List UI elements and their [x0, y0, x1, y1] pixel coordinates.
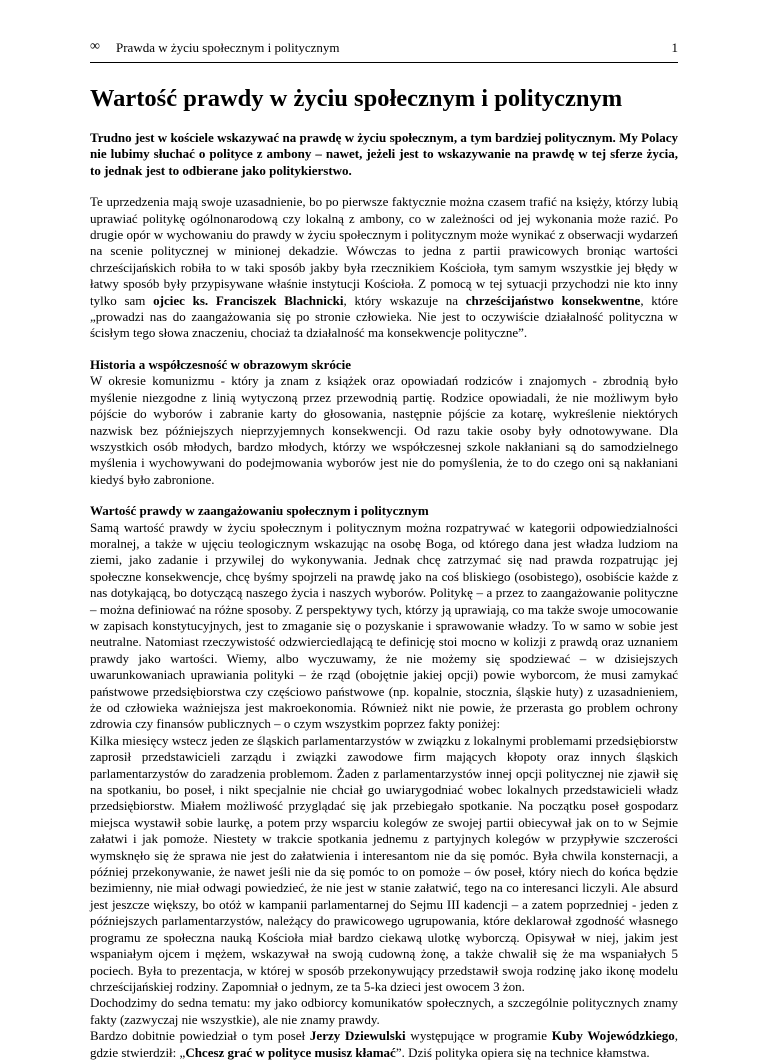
- core-topic-paragraph: Dochodzimy do sedna tematu: my jako odbiorcy komunikatów społecznych, a szczególnie politycznych znamy fakty (zazwyczaj nie wszystkie), ale nie znamy prawdy.: [90, 995, 678, 1027]
- infinity-icon: ∞: [90, 39, 100, 54]
- intro-text-1: Te uprzedzenia mają swoje uzasadnienie, bo po pierwsze faktycznie można czasem trafić na księży, którzy lubią uprawiać politykę ogólnonarodową czy lokalną z ambony, co w zależności od jej wykonania może razić. Po drugie opór w wychowaniu do prawdy w życiu społecznym i politycznym może wynikać z obserwacji wydarzeń na scenie politycznej w minionej dekadzie. Wówczas to jedna z partii prawicowych broniąc wartości chrześcijańskich robiła to w taki sposób jakby była rzecznikiem Kościoła, tym samym wszystkie jej błędy w łatwy sposób były przypisywane właśnie instytucji Kościoła. Z pomocą w tej sytuacji przychodzi nie kto inny tylko sam: [90, 194, 678, 308]
- quote-text-2: występujące w programie: [405, 1028, 552, 1044]
- history-paragraph: W okresie komunizmu - który ja znam z książek oraz opowiadań rodziców i znajomych - zbrodnią było myślenie niezgodne z linią wytyczoną przez przewodnią partię. Rodzice opowiadali, że nie możliwym było pójście do wyborów i zabranie karty do głosowania, następnie pójście za kotarę, wykreślenie niektórych nazwisk bez późniejszych nieprzyjemnych konsekwencji. Od razu takie osoby były odnotowywane. Dla wszystkich osób młodych, bardzo młodych, którzy we współczesnej szkole nakłaniani są do samodzielnego myślenia i wychowywani do podejmowania wyborów jest nie do pomyślenia, że to do czego oni są nakłaniani kiedyś było zabronione.: [90, 373, 678, 487]
- dziewulski-paragraph: [90, 1028, 678, 1061]
- quote-text-3: , gdzie stwierdził: „: [90, 1028, 679, 1060]
- quote-text-1: Bardzo dobitnie powiedział o tym poseł: [90, 1028, 310, 1044]
- politics-quote: Chcesz grać w polityce musisz kłamać: [185, 1044, 396, 1060]
- page-header: [90, 38, 678, 63]
- blachnicki-name: ojciec ks. Franciszek Blachnicki: [153, 292, 344, 308]
- quote-text-4: ”. Dziś polityka opiera się na technice kłamstwa.: [395, 1044, 650, 1060]
- lead-paragraph: Trudno jest w kościele wskazywać na prawdę w życiu społecznym, a tym bardziej politycznym. My Polacy nie lubimy słuchać o polityce z ambony – nawet, jeżeli jest to wskazywanie na prawdę w tej sferze życia, to jednak jest to odbierane jako politykierstwo.: [90, 130, 678, 178]
- section-heading-history: Historia a współczesność w obrazowym skrócie: [90, 356, 352, 372]
- section-heading-truth-value: Wartość prawdy w zaangażowaniu społecznym i politycznym: [90, 503, 429, 519]
- page-number: 1: [671, 40, 678, 55]
- document-title: Wartość prawdy w życiu społecznym i politycznym: [90, 85, 623, 112]
- consistent-christianity-term: chrześcijaństwo konsekwentne: [465, 292, 641, 308]
- parliamentarian-story-paragraph: Kilka miesięcy wstecz jeden ze śląskich parlamentarzystów w związku z lokalnymi problemami przedsiębiorstw zaprosił przedstawicieli zarządu i związki zawodowe firm mających kłopoty oraz innych śląskich parlamentarzystów do zaradzenia problemom. Żaden z parlamentarzystów innej opcji politycznej nie zjawił się na spotkaniu, bo poseł, i nikt specjalnie nie chciał go uwiarygodniać wobec lokalnych przedstawicieli władz przedsiębiorstw. Miałem możliwość przyglądać się jak przebiegało spotkanie. Na początku poseł gospodarz miejsca wystawił sobie laurkę, a potem przy wsparciu kolegów ze swojej partii obiecywał jak on to w Sejmie załatwi i jak pomoże. Niestety w trakcie spotkania jednemu z partyjnych kolegów w przypływie szczerości wymsknęło się że sprawa nie jest do załatwienia i interesantom nie da się pomóc. Była chwila konsternacji, a później przekonywanie, że nawet jeśli nie da się pomóc to on pomoże – ów poseł, który niech do końca będzie bezimienny, nie miał odwagi powiedzieć, że nie jest w stanie załatwić, tego na co interesanci liczyli. Ale absurd jest jeszcze większy, bo otóż w kampanii parlamentarnej do Sejmu III kadencji – a zatem poprzedniej - jeden z późniejszych parlamentarzystów, należący do prawicowego ugrupowania, które deklarował zgodność własnego programu ze społeczna nauką Kościoła miał bardzo ciekawą ulotkę wyborczą. Opisywał w niej, jakim jest wspaniałym ojcem i mężem, wskazywał na swoją cudowną żonę, a także chwalił się że ma wspaniałych 5 pociech. Była to prezentacja, w której w sposób przekonywujący przedstawił swoja rodzinę jako ikonę modelu chrześcijańskiej rodziny. Zapomniał o jednym, ze ta 5-ka dzieci jest owocem 3 żon.: [90, 732, 678, 994]
- document-body: [90, 84, 678, 1061]
- wojewodzki-name: Kuby Wojewódzkiego: [551, 1028, 675, 1044]
- dziewulski-name: Jerzy Dziewulski: [309, 1028, 406, 1044]
- intro-text-3: , które „prowadzi nas do zaangażowania się po stronie człowieka. Nie jest to oczywiście działalność polityczna w ścisłym tego słowa znaczeniu, chociaż ta działalność ma konsekwencje polityczne”.: [90, 292, 679, 341]
- truth-value-paragraph: Samą wartość prawdy w życiu społecznym i politycznym można rozpatrywać w kategorii odpowiedzialności moralnej, a także w ujęciu teologicznym wskazując na osobę Boga, od którego dana jest władza ludziom na ziemi, jako zadanie i przywilej do wykonywania. Jednak chcę zatrzymać się nad prawda rozpatrując jej społeczne konsekwencje, chcę byśmy spojrzeli na prawdę jako na coś bliskiego (osobistego), osobiście każde z nas dotykającą, bo dotyczącą naszego życia i naszych wyborów. Politykę – a przez to zaangażowanie polityczne – można definiować na różne sposoby. Z perspektywy tych, którzy ją uprawiają, co ma także swoje umocowanie w zapisach konstytucyjnych, jest to zmaganie się o pozyskanie i sprawowanie władzy. To w samo w sobie jest neutralne. Natomiast rzeczywistość odzwierciedlającą te definicję stoi mocno w kolizji z prawdą oraz uznaniem prawdy jako wartości. Wiemy, albo wyczuwamy, że nie możemy się spodziewać – w dzisiejszych uwarunkowaniach uprawiania polityki – że rząd (obojętnie jakiej opcji) powie wyborcom, że musi zamykać państwowe przedsiębiorstwa czy częściowo państwowe (np. kopalnie, stocznia, śląskie huty) z uzasadnieniem, że od człowieka ważniejsza jest makroekonomia. Również nikt nie powie, że przerasta go problem ochrony zdrowia czy finansów publicznych – o czym wszystkim poprzez fakty poniżej:: [90, 519, 678, 732]
- intro-text-2: , który wskazuje na: [343, 292, 466, 308]
- header-title: Prawda w życiu społecznym i politycznym: [116, 40, 340, 55]
- intro-paragraph: [90, 194, 678, 342]
